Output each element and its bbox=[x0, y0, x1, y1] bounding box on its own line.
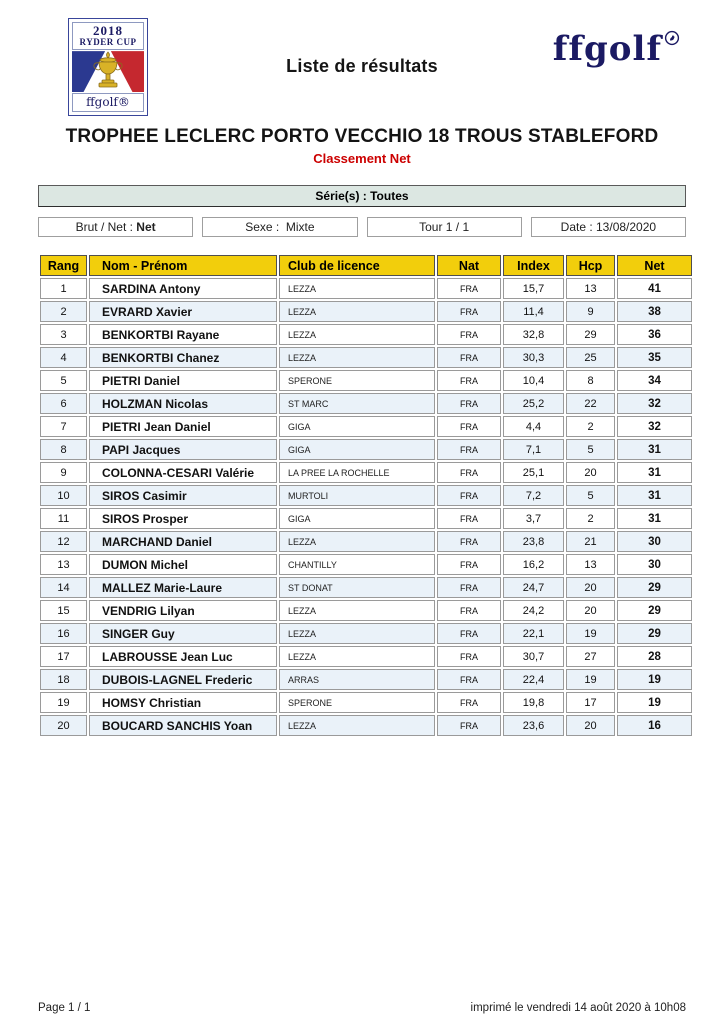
cell-nom: COLONNA-CESARI Valérie bbox=[89, 462, 277, 483]
cell-rang: 15 bbox=[40, 600, 87, 621]
event-title: TROPHEE LECLERC PORTO VECCHIO 18 TROUS STABLEFORD bbox=[65, 126, 659, 147]
cell-index: 16,2 bbox=[503, 554, 564, 575]
cell-index: 3,7 bbox=[503, 508, 564, 529]
cell-index: 24,2 bbox=[503, 600, 564, 621]
cell-net: 41 bbox=[617, 278, 692, 299]
cell-rang: 17 bbox=[40, 646, 87, 667]
cell-nom: LABROUSSE Jean Luc bbox=[89, 646, 277, 667]
filter-sexe-label: Sexe : Mixte bbox=[245, 220, 315, 234]
cell-club: LEZZA bbox=[279, 600, 435, 621]
cell-nom: PIETRI Daniel bbox=[89, 370, 277, 391]
result-row bbox=[40, 623, 692, 644]
cell-net: 28 bbox=[617, 646, 692, 667]
cell-nat: FRA bbox=[437, 485, 501, 506]
cell-nat: FRA bbox=[437, 692, 501, 713]
cell-nat: FRA bbox=[437, 439, 501, 460]
result-row bbox=[40, 577, 692, 598]
cell-nom: MARCHAND Daniel bbox=[89, 531, 277, 552]
cell-net: 29 bbox=[617, 577, 692, 598]
result-row bbox=[40, 485, 692, 506]
cell-club: MURTOLI bbox=[279, 485, 435, 506]
cell-net: 36 bbox=[617, 324, 692, 345]
result-row bbox=[40, 531, 692, 552]
cell-index: 7,1 bbox=[503, 439, 564, 460]
cell-net: 19 bbox=[617, 692, 692, 713]
cell-index: 23,8 bbox=[503, 531, 564, 552]
cell-nom: BENKORTBI Rayane bbox=[89, 324, 277, 345]
ryder-cup-name: RYDER CUP bbox=[79, 36, 137, 47]
column-header-index: Index bbox=[503, 255, 564, 276]
cell-club: LA PREE LA ROCHELLE bbox=[279, 462, 435, 483]
result-row bbox=[40, 370, 692, 391]
cell-nat: FRA bbox=[437, 646, 501, 667]
cell-rang: 16 bbox=[40, 623, 87, 644]
cell-index: 32,8 bbox=[503, 324, 564, 345]
result-row bbox=[40, 301, 692, 322]
cell-net: 31 bbox=[617, 508, 692, 529]
cell-club: ARRAS bbox=[279, 669, 435, 690]
cell-hcp: 9 bbox=[566, 301, 615, 322]
cell-hcp: 5 bbox=[566, 439, 615, 460]
cell-rang: 11 bbox=[40, 508, 87, 529]
cell-nom: SIROS Casimir bbox=[89, 485, 277, 506]
cell-club: SPERONE bbox=[279, 692, 435, 713]
ffgolf-rooster-icon bbox=[664, 30, 680, 46]
cell-rang: 4 bbox=[40, 347, 87, 368]
cell-hcp: 20 bbox=[566, 577, 615, 598]
cell-rang: 18 bbox=[40, 669, 87, 690]
result-row bbox=[40, 646, 692, 667]
result-row bbox=[40, 715, 692, 736]
result-row bbox=[40, 416, 692, 437]
cell-nat: FRA bbox=[437, 393, 501, 414]
cell-hcp: 8 bbox=[566, 370, 615, 391]
cell-hcp: 19 bbox=[566, 623, 615, 644]
filter-sexe bbox=[202, 217, 357, 237]
cell-hcp: 2 bbox=[566, 416, 615, 437]
series-bar: Série(s) : Toutes bbox=[38, 185, 686, 207]
filter-brut-net-value: Net bbox=[136, 220, 156, 234]
cell-club: GIGA bbox=[279, 416, 435, 437]
cell-rang: 7 bbox=[40, 416, 87, 437]
cell-rang: 5 bbox=[40, 370, 87, 391]
cell-club: SPERONE bbox=[279, 370, 435, 391]
cell-net: 19 bbox=[617, 669, 692, 690]
cell-club: GIGA bbox=[279, 439, 435, 460]
result-row bbox=[40, 462, 692, 483]
cell-nat: FRA bbox=[437, 531, 501, 552]
cell-rang: 3 bbox=[40, 324, 87, 345]
cell-hcp: 27 bbox=[566, 646, 615, 667]
cell-net: 35 bbox=[617, 347, 692, 368]
result-row bbox=[40, 508, 692, 529]
ryder-cup-logo-title bbox=[72, 22, 144, 50]
cell-hcp: 22 bbox=[566, 393, 615, 414]
cell-index: 30,7 bbox=[503, 646, 564, 667]
result-row bbox=[40, 554, 692, 575]
cell-net: 30 bbox=[617, 531, 692, 552]
cell-nom: BENKORTBI Chanez bbox=[89, 347, 277, 368]
page-footer bbox=[38, 1002, 686, 1014]
table-header-row bbox=[40, 255, 692, 276]
cell-net: 29 bbox=[617, 623, 692, 644]
column-header-nom: Nom - Prénom bbox=[89, 255, 277, 276]
cell-net: 31 bbox=[617, 485, 692, 506]
filter-row bbox=[38, 217, 686, 237]
cell-rang: 10 bbox=[40, 485, 87, 506]
cell-rang: 12 bbox=[40, 531, 87, 552]
filter-date-label: Date : 13/08/2020 bbox=[560, 220, 657, 234]
cell-nom: HOMSY Christian bbox=[89, 692, 277, 713]
cell-club: LEZZA bbox=[279, 324, 435, 345]
printed-timestamp: imprimé le vendredi 14 août 2020 à 10h08 bbox=[470, 1002, 686, 1014]
cell-index: 19,8 bbox=[503, 692, 564, 713]
cell-nom: EVRARD Xavier bbox=[89, 301, 277, 322]
cell-net: 31 bbox=[617, 439, 692, 460]
cell-hcp: 2 bbox=[566, 508, 615, 529]
cell-index: 25,1 bbox=[503, 462, 564, 483]
cell-nom: VENDRIG Lilyan bbox=[89, 600, 277, 621]
filter-tour bbox=[367, 217, 522, 237]
cell-net: 31 bbox=[617, 462, 692, 483]
cell-nat: FRA bbox=[437, 278, 501, 299]
cell-rang: 1 bbox=[40, 278, 87, 299]
cell-club: LEZZA bbox=[279, 715, 435, 736]
cell-club: LEZZA bbox=[279, 278, 435, 299]
result-row bbox=[40, 347, 692, 368]
cell-club: ST MARC bbox=[279, 393, 435, 414]
result-row bbox=[40, 393, 692, 414]
cell-nat: FRA bbox=[437, 715, 501, 736]
cell-nom: BOUCARD SANCHIS Yoan bbox=[89, 715, 277, 736]
column-header-club: Club de licence bbox=[279, 255, 435, 276]
cell-hcp: 25 bbox=[566, 347, 615, 368]
filter-brut-net-label: Brut / Net : bbox=[75, 220, 137, 234]
cell-club: LEZZA bbox=[279, 347, 435, 368]
cell-index: 25,2 bbox=[503, 393, 564, 414]
cell-hcp: 20 bbox=[566, 715, 615, 736]
cell-net: 38 bbox=[617, 301, 692, 322]
cell-club: CHANTILLY bbox=[279, 554, 435, 575]
result-row bbox=[40, 278, 692, 299]
cell-nom: SARDINA Antony bbox=[89, 278, 277, 299]
cell-nat: FRA bbox=[437, 623, 501, 644]
cell-index: 15,7 bbox=[503, 278, 564, 299]
cell-net: 30 bbox=[617, 554, 692, 575]
cell-nom: PAPI Jacques bbox=[89, 439, 277, 460]
cell-rang: 19 bbox=[40, 692, 87, 713]
cell-net: 29 bbox=[617, 600, 692, 621]
cell-nom: DUMON Michel bbox=[89, 554, 277, 575]
cell-nat: FRA bbox=[437, 324, 501, 345]
cell-hcp: 13 bbox=[566, 554, 615, 575]
ffgolf-logo-text: ffgolf bbox=[552, 29, 662, 69]
cell-nat: FRA bbox=[437, 347, 501, 368]
cell-hcp: 17 bbox=[566, 692, 615, 713]
filter-date bbox=[531, 217, 686, 237]
classement-subtitle: Classement Net bbox=[313, 151, 411, 166]
cell-club: LEZZA bbox=[279, 646, 435, 667]
result-row bbox=[40, 692, 692, 713]
cell-index: 4,4 bbox=[503, 416, 564, 437]
cell-index: 23,6 bbox=[503, 715, 564, 736]
cell-club: ST DONAT bbox=[279, 577, 435, 598]
results-table bbox=[38, 253, 694, 738]
cell-hcp: 21 bbox=[566, 531, 615, 552]
cell-nat: FRA bbox=[437, 600, 501, 621]
ffgolf-logo bbox=[552, 29, 678, 69]
cell-club: LEZZA bbox=[279, 531, 435, 552]
filter-tour-label: Tour 1 / 1 bbox=[419, 220, 470, 234]
page-header bbox=[38, 18, 686, 116]
cell-index: 30,3 bbox=[503, 347, 564, 368]
cell-nom: PIETRI Jean Daniel bbox=[89, 416, 277, 437]
cell-rang: 13 bbox=[40, 554, 87, 575]
cell-hcp: 13 bbox=[566, 278, 615, 299]
cell-hcp: 20 bbox=[566, 600, 615, 621]
cell-net: 34 bbox=[617, 370, 692, 391]
page-number: Page 1 / 1 bbox=[38, 1002, 91, 1014]
cell-hcp: 5 bbox=[566, 485, 615, 506]
cell-index: 22,4 bbox=[503, 669, 564, 690]
cell-rang: 8 bbox=[40, 439, 87, 460]
cell-nom: MALLEZ Marie-Laure bbox=[89, 577, 277, 598]
cell-index: 24,7 bbox=[503, 577, 564, 598]
ryder-cup-ffgolf-label: ffgolf® bbox=[72, 93, 144, 112]
cell-index: 7,2 bbox=[503, 485, 564, 506]
cell-club: LEZZA bbox=[279, 623, 435, 644]
cell-club: GIGA bbox=[279, 508, 435, 529]
cell-hcp: 19 bbox=[566, 669, 615, 690]
column-header-hcp: Hcp bbox=[566, 255, 615, 276]
cell-rang: 6 bbox=[40, 393, 87, 414]
cell-nom: DUBOIS-LAGNEL Frederic bbox=[89, 669, 277, 690]
cell-nat: FRA bbox=[437, 370, 501, 391]
cell-nat: FRA bbox=[437, 462, 501, 483]
cell-nom: SIROS Prosper bbox=[89, 508, 277, 529]
cell-nat: FRA bbox=[437, 577, 501, 598]
cell-rang: 9 bbox=[40, 462, 87, 483]
cell-net: 32 bbox=[617, 393, 692, 414]
cell-nom: HOLZMAN Nicolas bbox=[89, 393, 277, 414]
cell-nat: FRA bbox=[437, 508, 501, 529]
result-row bbox=[40, 324, 692, 345]
page-title: Liste de résultats bbox=[286, 56, 438, 76]
column-header-rang: Rang bbox=[40, 255, 87, 276]
cell-nom: SINGER Guy bbox=[89, 623, 277, 644]
cell-club: LEZZA bbox=[279, 301, 435, 322]
cell-rang: 20 bbox=[40, 715, 87, 736]
result-row bbox=[40, 600, 692, 621]
result-row bbox=[40, 669, 692, 690]
cell-hcp: 20 bbox=[566, 462, 615, 483]
column-header-net: Net bbox=[617, 255, 692, 276]
cell-nat: FRA bbox=[437, 554, 501, 575]
column-header-nat: Nat bbox=[437, 255, 501, 276]
result-row bbox=[40, 439, 692, 460]
cell-nat: FRA bbox=[437, 301, 501, 322]
cell-index: 10,4 bbox=[503, 370, 564, 391]
cell-nat: FRA bbox=[437, 416, 501, 437]
cell-hcp: 29 bbox=[566, 324, 615, 345]
results-table-container bbox=[38, 253, 686, 738]
cell-index: 11,4 bbox=[503, 301, 564, 322]
cell-index: 22,1 bbox=[503, 623, 564, 644]
cell-rang: 14 bbox=[40, 577, 87, 598]
cell-net: 16 bbox=[617, 715, 692, 736]
ryder-cup-year: 2018 bbox=[93, 23, 123, 38]
cell-rang: 2 bbox=[40, 301, 87, 322]
cell-net: 32 bbox=[617, 416, 692, 437]
cell-nat: FRA bbox=[437, 669, 501, 690]
filter-brut-net bbox=[38, 217, 193, 237]
